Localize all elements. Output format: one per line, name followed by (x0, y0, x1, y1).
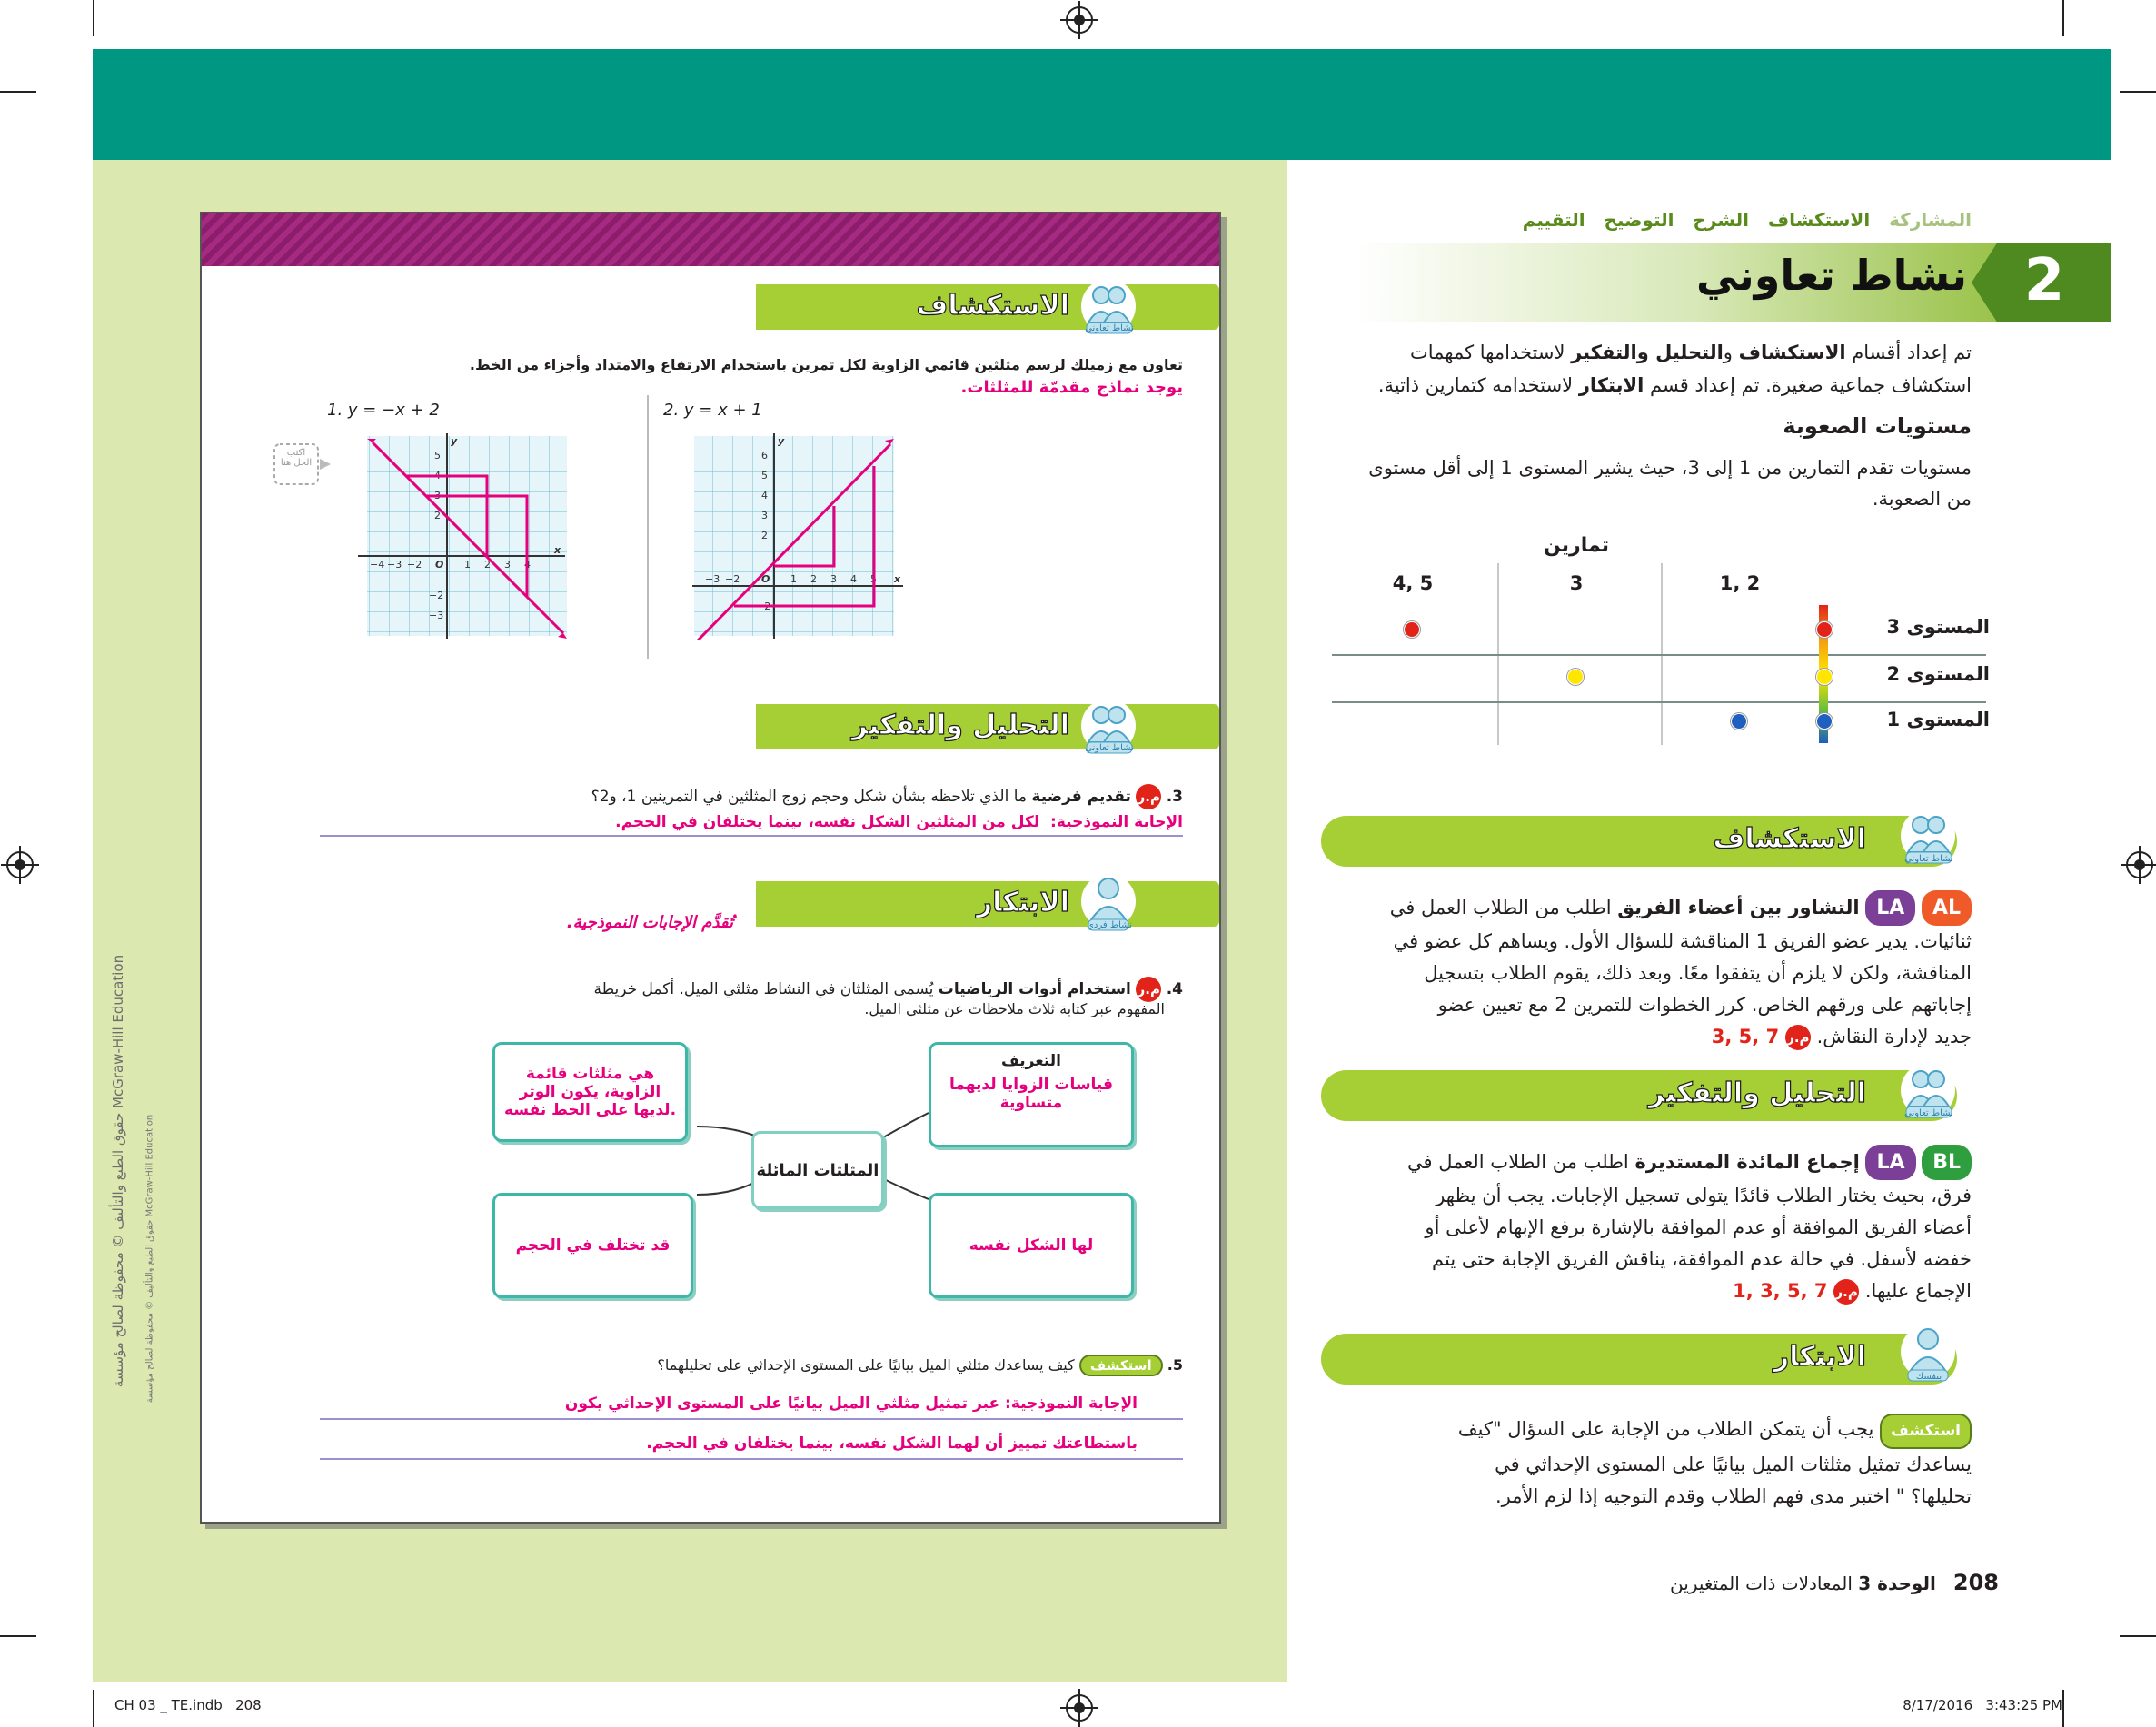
exercise-1-2-marker (1731, 713, 1747, 730)
level-2-marker (1816, 669, 1833, 685)
create-activity-text: استكشف يجب أن يتمكن الطلاب من الإجابة على السؤال "كيف يساعدك تمثيل مثلثات الميل بيانيًا على المستوى الإحداثي في تحليلها؟ " اختبر مدى فهم الطلاب وقدم التوجيه إذا لزم الأمر. (1390, 1414, 1972, 1513)
registration-mark-icon (2126, 851, 2153, 878)
model-note: يوجد نماذج مقدمّة للمثلثات. (960, 378, 1183, 397)
question-5-answer-line2: باستطاعتك تمييز أن لهما الشكل نفسه، بينما يختلفان في الحجم. (646, 1434, 1138, 1453)
tick-label: 2 (761, 530, 768, 541)
crop-mark (2120, 1635, 2156, 1637)
tick-label: y (778, 435, 785, 447)
tick-label: 1 (790, 573, 797, 585)
unit-label: الوحدة 3 (1858, 1573, 1936, 1594)
concept-map-connectors (202, 213, 1219, 1522)
section-title: الاستكشاف (1713, 823, 1866, 855)
tick-label: 6 (761, 450, 768, 462)
phase-explore: الاستكشاف (1767, 209, 1871, 231)
concept-map-note-2: قد تختلف في الحجم (492, 1193, 693, 1298)
section-title: التحليل والتفكير (851, 710, 1069, 741)
math-practice-icon: م.ر (1785, 1025, 1811, 1050)
section-bar-create-teacher (1321, 1334, 1957, 1385)
level-pill-la: LA (1865, 1145, 1915, 1180)
registration-mark-icon (1066, 1694, 1093, 1722)
tick-label: y (451, 435, 458, 447)
level-3-marker (1816, 621, 1833, 638)
tick-label: x (894, 573, 901, 585)
copyright-vertical: حقوق الطبع والتأليف © محفوظة لصالح مؤسسة McGraw-Hill Education (110, 954, 126, 1388)
tick-label: −2 (429, 590, 444, 601)
table-row-divider (1332, 654, 1986, 656)
crop-mark (0, 91, 36, 93)
header-band (93, 49, 2111, 160)
badge-label: نشاط تعاوني (1904, 854, 1953, 864)
question-3-answer: الإجابة النموذجية: لكل من المثلثين الشكل نفسه، بينما يختلفان في الحجم. (615, 813, 1183, 831)
level-1-marker (1816, 713, 1833, 730)
write-hint-text: اكتب الحل هنا (280, 448, 313, 468)
math-practice-icon: م.ر (1833, 1279, 1859, 1305)
math-practice-icon: م.ر (1136, 977, 1161, 1002)
row-label-level-3: المستوى 3 (1886, 616, 1990, 638)
row-label-level-1: المستوى 1 (1886, 709, 1990, 730)
section-title: الابتكار (976, 887, 1069, 918)
phase-breadcrumb (1472, 209, 1972, 231)
tick-label: 5 (434, 450, 441, 462)
badge-label: بنفسك (1915, 1372, 1942, 1382)
exercise-1-label: 1. y = −x + 2 (327, 401, 440, 420)
print-date: 8/17/2016 3:43:25 PM (1903, 1697, 2062, 1713)
explore-tag: استكشف (1880, 1414, 1972, 1449)
copyright-vertical-small: حقوق الطبع والتأليف © محفوظة لصالح مؤسسة McGraw-Hill Education (144, 1114, 155, 1404)
math-practice-icon: م.ر (1136, 784, 1161, 809)
badge-label: نشاط فردي (1087, 920, 1132, 930)
badge-label: نشاط تعاوني (1085, 743, 1134, 753)
concept-map-definition: التعريف قياسات الزوايا لديهما متساوية (929, 1042, 1134, 1147)
exercise-4-5-marker (1404, 621, 1420, 638)
answer-underline (320, 1418, 1183, 1420)
lesson-title: نشاط تعاوني (1695, 251, 1967, 300)
crop-mark (0, 1635, 36, 1637)
column-header: 4, 5 (1392, 572, 1434, 594)
lesson-number: 2 (2023, 247, 2065, 314)
tick-label: −2 (725, 573, 740, 585)
crop-mark (2062, 0, 2064, 36)
tick-label: 4 (524, 559, 531, 571)
file-slug: CH 03 _ TE.indb 208 (114, 1697, 262, 1713)
row-label-level-2: المستوى 2 (1886, 663, 1990, 685)
column-header: 1, 2 (1719, 572, 1761, 594)
intro-paragraph: تم إعداد أقسام الاستكشاف والتحليل والتفكير لاستخدامها كمهمات استكشاف جماعية صغيرة. تم إعداد قسم الابتكار لاستخدامه كتمارين ذاتية. (1377, 342, 1972, 396)
student-page (200, 212, 1221, 1524)
badge-label: نشاط تعاوني (1085, 323, 1134, 333)
crop-mark (93, 0, 94, 36)
concept-map-note-3: لها الشكل نفسه (929, 1193, 1134, 1298)
tick-label: 4 (761, 490, 768, 501)
question-3: 3. م.ر تقديم فرضية ما الذي تلاحظه بشأن شكل وحجم زوج المثلثين في التمرينين 1، و2؟ (511, 784, 1183, 809)
tick-label: −3 (429, 610, 444, 621)
column-header: 3 (1569, 572, 1584, 594)
unit-title: المعادلات ذات المتغيرين (1670, 1573, 1853, 1594)
tick-label: O (435, 559, 444, 571)
explore-tag: استكشف (1079, 1355, 1163, 1376)
phase-evaluate: التقييم (1522, 209, 1585, 231)
section-title: الابتكار (1773, 1341, 1866, 1373)
concept-map-center: المثلثات المائلة (751, 1131, 884, 1209)
section-bar-analyze-teacher (1321, 1070, 1957, 1121)
tick-label: 3 (504, 559, 511, 571)
tick-label: 4 (850, 573, 857, 585)
tick-label: 3 (434, 490, 441, 501)
tick-label: −2 (407, 559, 422, 571)
section-title: التحليل والتفكير (1648, 1077, 1866, 1109)
analyze-activity-text: BL LA إجماع المائدة المستديرة اطلب من الطلاب العمل في فرق، بحيث يختار الطلاب قائدًا يتولى تسجيل الإجابات. يجب أن يظهر أعضاء الفريق الموافقة أو عدم الموافقة بالإشارة برفع الإبهام لأعلى أو خفضه لأسفل. في حالة عدم الموافقة، يناقش الفريق الإجابة حتى يتم الإجماع عليها. م.ر 1, 3, 5, 7 (1330, 1145, 1972, 1307)
phase-explain: الشرح (1693, 209, 1749, 231)
level-pill-al: AL (1922, 890, 1972, 926)
tick-label: 2 (434, 510, 441, 521)
tick-label: O (761, 573, 770, 585)
exercise-2-label: 2. y = x + 1 (663, 401, 762, 420)
phase-engage: المشاركة (1889, 209, 1972, 231)
level-pill-bl: BL (1922, 1145, 1972, 1180)
tick-label: 2 (810, 573, 817, 585)
tick-label: 5 (761, 470, 768, 481)
exercise-3-marker (1567, 669, 1584, 685)
registration-mark-icon (1066, 6, 1093, 34)
question-5: 5. استكشف كيف يساعدك مثلثي الميل بيانيًا على المستوى الإحداثي على تحليلهما؟ (474, 1355, 1183, 1376)
difficulty-text: مستويات تقدم التمارين من 1 إلى 3، حيث يشير المستوى 1 إلى أقل مستوى من الصعوبة. (1368, 457, 1972, 510)
tick-label: x (554, 544, 561, 556)
tick-label: 4 (434, 470, 441, 481)
question-5-answer-line1: الإجابة النموذجية: عبر تمثيل مثلثي الميل بيانيًا على المستوى الإحداثي يكون (564, 1395, 1138, 1413)
question-4-line2: المفهوم عبر كتابة ثلاث ملاحظات عن مثلثي الميل. (864, 1000, 1165, 1017)
model-answers-note: تُقدَّم الإجابات النموذجية. (566, 913, 733, 932)
difficulty-table-title: تمارين (1544, 534, 1609, 557)
section-title: الاستكشاف (916, 290, 1069, 322)
tick-label: 5 (870, 573, 877, 585)
phase-elaborate: التوضيح (1604, 209, 1674, 231)
level-pill-la: LA (1865, 890, 1915, 926)
tick-label: 2 (484, 559, 491, 571)
difficulty-heading: مستويات الصعوبة (1783, 413, 1972, 439)
tick-label: −4 (370, 559, 385, 571)
tick-label: 3 (830, 573, 837, 585)
tick-label: −3 (387, 559, 402, 571)
tick-label: −2 (756, 600, 771, 612)
explore-activity-text: AL LA التشاور بين أعضاء الفريق اطلب من الطلاب العمل في ثنائيات. يدير عضو الفريق 1 المناقشة للسؤال الأول. ويساهم كل عضو في المناقشة، ولكن لا يلزم أن يتفقوا معًا. وبعد ذلك، يقوم الطلاب بتسجيل إجاباتهم على ورقهم الخاص. كرر الخطوات للتمرين 2 مع تعيين عضو جديد لإدارة النقاش. م.ر 3, 5, 7 (1330, 890, 1972, 1053)
answer-underline (320, 1458, 1183, 1460)
instruction-text: تعاون مع زميلك لرسم مثلثين قائمي الزاوية لكل تمرين باستخدام الارتفاع والامتداد وأجزاء من الخط. (469, 356, 1183, 373)
badge-label: نشاط تعاوني (1904, 1108, 1953, 1118)
page-number: 208 (1952, 1570, 1999, 1595)
tick-label: −3 (705, 573, 720, 585)
concept-map-note-1: هي مثلثات قائمة الزاوية، يكون الوتر لديها على الخط نفسه. (492, 1042, 688, 1142)
table-row-divider (1332, 701, 1986, 703)
question-4: 4. م.ر استخدام أدوات الرياضيات يُسمى المثلثان في النشاط مثلثي الميل. أكمل خريطة (474, 977, 1183, 1002)
crop-mark (2120, 91, 2156, 93)
section-bar-explore-teacher (1321, 816, 1957, 867)
tick-label: 1 (464, 559, 471, 571)
page-footer (1545, 1570, 1999, 1595)
registration-mark-icon (6, 851, 34, 878)
tick-label: 3 (761, 510, 768, 521)
crop-mark (2062, 1690, 2064, 1727)
crop-mark (93, 1690, 94, 1727)
